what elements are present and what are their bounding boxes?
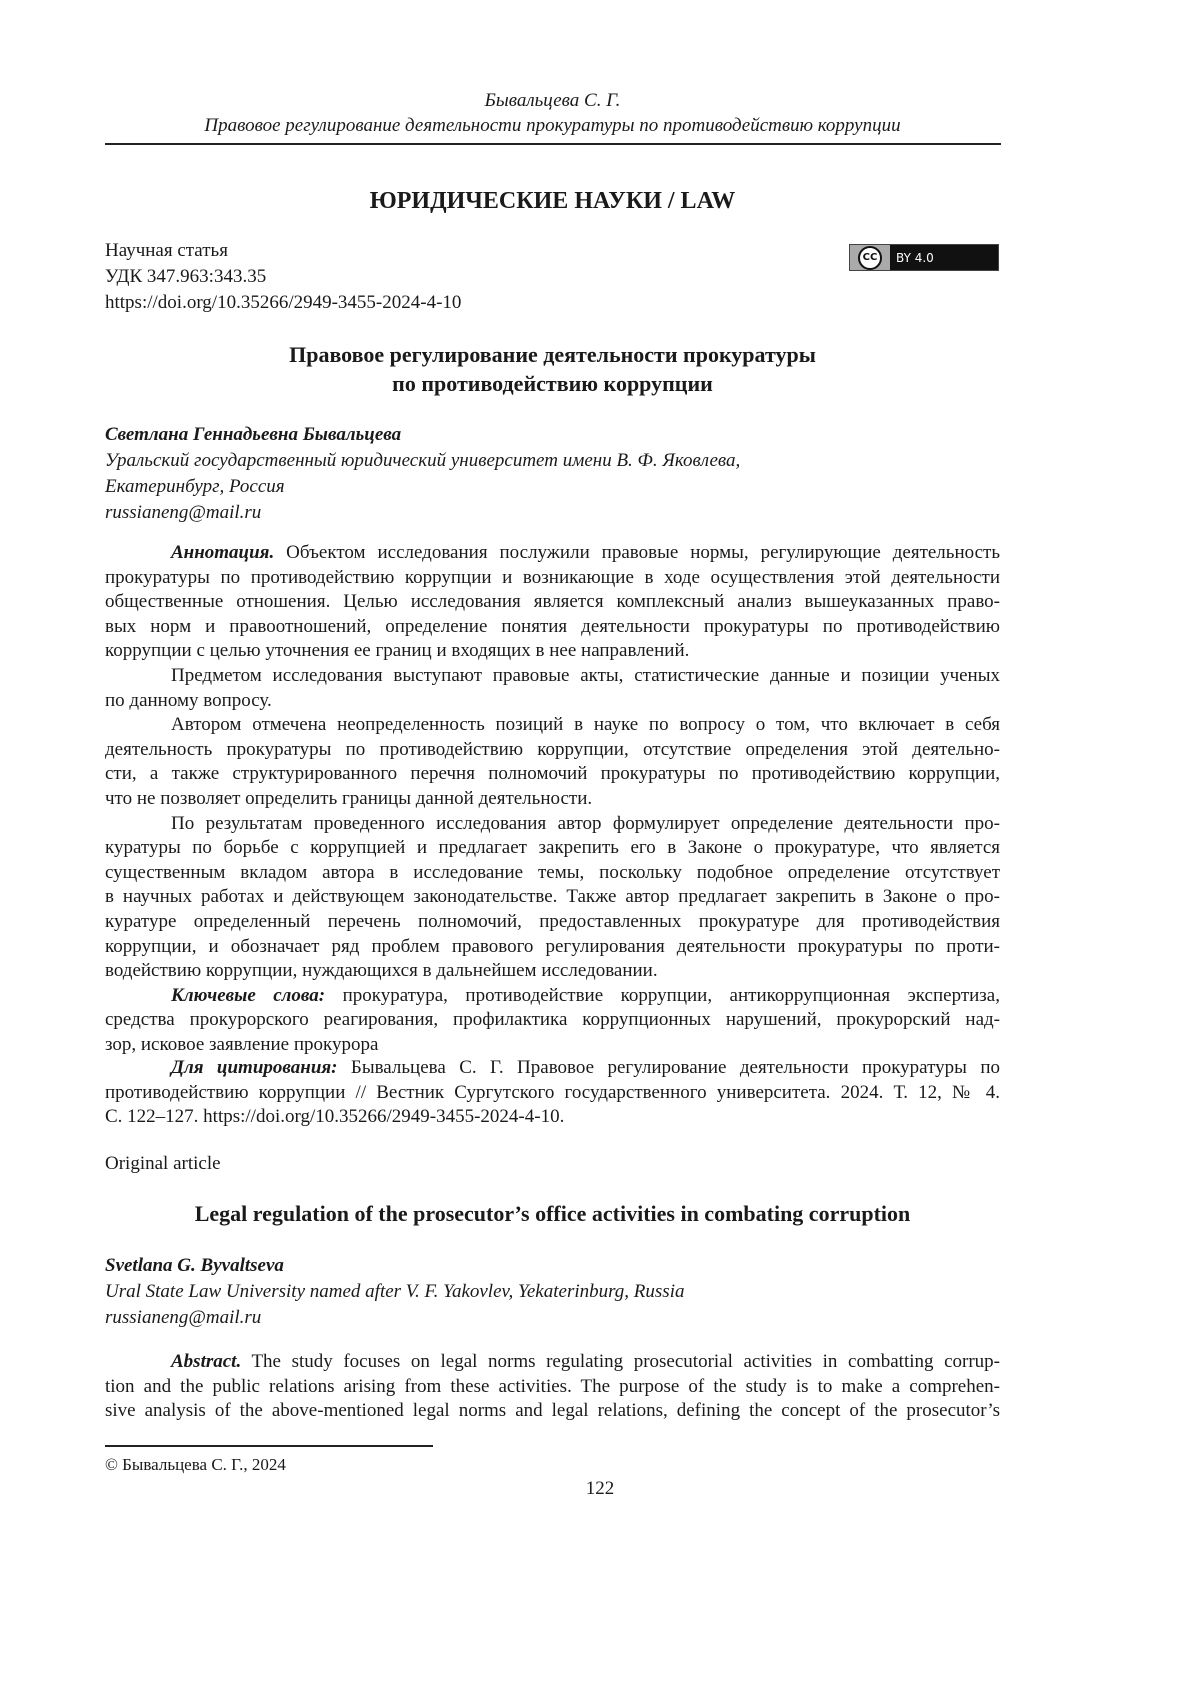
author-block-en	[105, 1253, 1000, 1331]
abstract-line: Автором отмечена неопределенность позиций в науке по вопросу о том, что включает в себя	[105, 713, 1000, 738]
abstract-en	[105, 1350, 1000, 1424]
abstract-line: деятельность прокуратуры по противодействию коррупции, отсутствие определения этой деятельно-	[105, 738, 1000, 763]
abstract-line: что не позволяет определить границы данной деятельности.	[105, 787, 1000, 812]
title-line: Правовое регулирование деятельности прокуратуры	[105, 340, 1000, 369]
abstract-en-label: Abstract.	[171, 1351, 241, 1372]
abstract-line: сти, а также структурированного перечня полномочий прокуратуры по противодействию коррупции,	[105, 762, 1000, 787]
keywords-label: Ключевые слова:	[171, 985, 325, 1006]
abstract-en-line: tion and the public relations arising from these activities. The purpose of the study is to make a comprehen-	[105, 1375, 1000, 1400]
author-block-ru	[105, 422, 1000, 526]
abstract-ru	[105, 541, 1000, 1057]
page-number: 122	[0, 1478, 1200, 1500]
abstract-line: в научных работах и действующем законодательстве. Также автор предлагает закрепить в Законе о про-	[105, 885, 1000, 910]
footnote-rule	[105, 1445, 433, 1447]
abstract-line: куратуры по борьбе с коррупцией и предлагает закрепить его в Законе о прокуратуре, что является	[105, 836, 1000, 861]
keywords-line: средства прокурорского реагирования, профилактика коррупционных нарушений, прокурорский над-	[105, 1008, 1000, 1033]
affiliation-line: Уральский государственный юридический университет имени В. Ф. Яковлева,	[105, 448, 1000, 474]
keywords-text: прокуратура, противодействие коррупции, антикоррупционная экспертиза,	[325, 985, 1000, 1006]
doi-link[interactable]: https://doi.org/10.35266/2949-3455-2024-4-10	[105, 290, 1000, 316]
abstract-en-text: The study focuses on legal norms regulating prosecutorial activities in combatting corrup-	[241, 1351, 1000, 1372]
abstract-label: Аннотация.	[171, 542, 274, 563]
abstract-line: по данному вопросу.	[105, 689, 1000, 714]
article-title-en: Legal regulation of the prosecutor’s office activities in combating corruption	[105, 1201, 1000, 1227]
abstract-line: коррупции с целью уточнения ее границ и входящих в нее направлений.	[105, 639, 1000, 664]
title-line: по противодействию коррупции	[105, 369, 1000, 398]
license-label: BY 4.0	[896, 251, 934, 265]
citation-line: противодействию коррупции // Вестник Сургутского государственного университета. 2024. Т. 12, № 4.	[105, 1081, 1000, 1106]
cc-icon: CC	[858, 246, 882, 270]
copyright-footnote: © Бывальцева С. Г., 2024	[105, 1455, 1000, 1475]
citation-text: Бывальцева С. Г. Правовое регулирование деятельности прокуратуры по	[338, 1057, 1001, 1078]
keywords-line: зор, исковое заявление прокурора	[105, 1033, 1000, 1058]
running-header-title: Правовое регулирование деятельности прокуратуры по противодействию коррупции	[105, 113, 1000, 138]
abstract-en-line: sive analysis of the above-mentioned legal norms and legal relations, defining the concept of the prosecutor’s	[105, 1399, 1000, 1424]
header-rule	[105, 143, 1001, 145]
citation-label: Для цитирования:	[171, 1057, 338, 1078]
running-header-author: Бывальцева С. Г.	[105, 88, 1000, 113]
abstract-line: вых норм и правоотношений, определение понятия деятельности прокуратуры по противодействию	[105, 615, 1000, 640]
section-heading: ЮРИДИЧЕСКИЕ НАУКИ / LAW	[105, 188, 1000, 215]
author-name-en: Svetlana G. Byvaltseva	[105, 1253, 1000, 1279]
abstract-line: Предметом исследования выступают правовые акты, статистические данные и позиции ученых	[105, 664, 1000, 689]
affiliation-en: Ural State Law University named after V. F. Yakovlev, Yekaterinburg, Russia	[105, 1279, 1000, 1305]
abstract-line: По результатам проведенного исследования автор формулирует определение деятельности про-	[105, 812, 1000, 837]
running-header	[105, 88, 1000, 138]
abstract-line: общественные отношения. Целью исследования является комплексный анализ вышеуказанных право-	[105, 590, 1000, 615]
author-name: Светлана Геннадьевна Бывальцева	[105, 422, 1000, 448]
article-type-en: Original article	[105, 1153, 1000, 1175]
abstract-line: прокуратуры по противодействию коррупции и возникающие в ходе осуществления этой деятельности	[105, 566, 1000, 591]
abstract-line: существенным вкладом автора в исследование темы, поскольку подобное определение отсутствует	[105, 861, 1000, 886]
abstract-line: коррупции, и обозначает ряд проблем правового регулирования деятельности прокуратуры по проти-	[105, 935, 1000, 960]
article-type: Научная статья	[105, 238, 1000, 264]
affiliation-line: Екатеринбург, Россия	[105, 474, 1000, 500]
udc: УДК 347.963:343.35	[105, 264, 1000, 290]
article-title-ru	[105, 340, 1000, 398]
citation-line: С. 122–127. https://doi.org/10.35266/2949-3455-2024-4-10.	[105, 1105, 1000, 1130]
abstract-line: куратуре определенный перечень полномочий, предоставленных прокуратуре для противодействия	[105, 910, 1000, 935]
author-email[interactable]: russianeng@mail.ru	[105, 500, 1000, 526]
author-email-en[interactable]: russianeng@mail.ru	[105, 1305, 1000, 1331]
abstract-line: водействию коррупции, нуждающихся в дальнейшем исследовании.	[105, 959, 1000, 984]
cc-license-badge[interactable]	[849, 244, 999, 271]
abstract-text: Объектом исследования послужили правовые нормы, регулирующие деятельность	[274, 542, 1000, 563]
citation-block	[105, 1056, 1000, 1130]
